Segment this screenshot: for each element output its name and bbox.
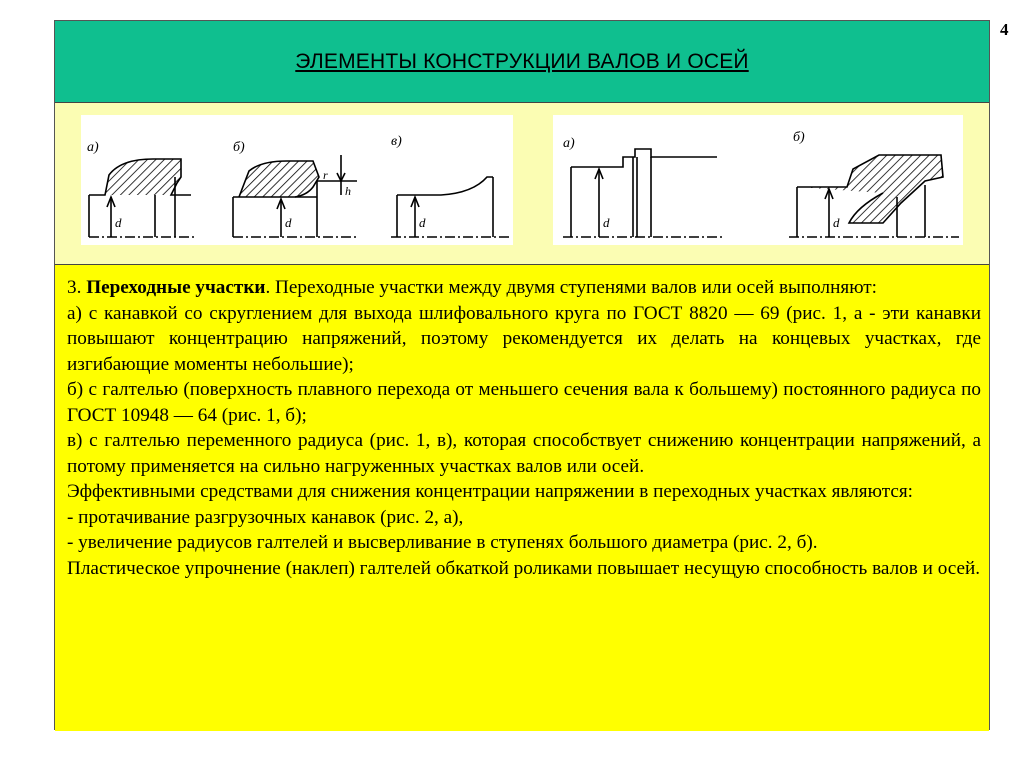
page-title: ЭЛЕМЕНТЫ КОНСТРУКЦИИ ВАЛОВ И ОСЕЙ bbox=[295, 49, 749, 73]
fig1b-dim-r: r bbox=[323, 168, 328, 182]
text-block bbox=[67, 275, 981, 581]
intro-text: . Переходные участки между двумя ступенями валов или осей выполняют: bbox=[265, 277, 877, 298]
fig2-label-b: б) bbox=[793, 130, 805, 145]
slide bbox=[54, 20, 990, 730]
intro-heading: Переходные участки bbox=[86, 277, 266, 298]
figure-1-drawing bbox=[81, 115, 513, 245]
effective-paragraph: Эффективными средствами для снижения концентрации напряжении в переходных участках являются: bbox=[67, 481, 913, 502]
page-number: 4 bbox=[1000, 20, 1009, 39]
fig1v-variable-fillet bbox=[397, 177, 493, 195]
text-band bbox=[55, 265, 989, 731]
figure-band bbox=[55, 103, 989, 265]
intro-paragraph bbox=[67, 275, 981, 301]
fig1-label-a: а) bbox=[87, 140, 99, 155]
intro-number: 3. bbox=[67, 277, 87, 298]
fig1b-dim-h: h bbox=[345, 184, 351, 198]
bullet-1: - протачивание разгрузочных канавок (рис. 2, а), bbox=[67, 506, 464, 528]
bullet-2: - увеличение радиусов галтелей и высверливание в ступенях большого диаметра (рис. 2, б). bbox=[67, 532, 818, 553]
fig2a-dim-d: d bbox=[603, 215, 610, 230]
fig1-label-v: в) bbox=[391, 134, 402, 149]
fig2b-drilled-section bbox=[797, 155, 943, 223]
fig1b-fillet-section bbox=[239, 161, 319, 197]
fig2b-dim-d: d bbox=[833, 215, 840, 230]
fig2a-outline bbox=[571, 149, 717, 167]
fig1b-dim-d: d bbox=[285, 215, 292, 230]
figure-2-drawing bbox=[553, 115, 963, 245]
fig1v-dim-d: d bbox=[419, 215, 426, 230]
item-a-paragraph: а) с канавкой со скруглением для выхода шлифовального круга по ГОСТ 8820 — 69 (рис. 1, а - эти канавки повышают концентрацию напряжений, поэтому рекомендуется их делать на концевых участках, где изгибающие моменты небольшие); bbox=[67, 302, 981, 375]
fig2-label-a: а) bbox=[563, 136, 575, 151]
plastic-paragraph: Пластическое упрочнение (наклеп) галтелей обкаткой роликами повышает несущую способность валов и осей. bbox=[67, 557, 981, 579]
figure-1 bbox=[81, 115, 513, 245]
fig1a-dim-d: d bbox=[115, 215, 122, 230]
fig1-label-b: б) bbox=[233, 140, 245, 155]
item-v-paragraph: в) с галтелью переменного радиуса (рис. 1, в), которая способствует снижению концентрации напряжений, а потому применяется на сильно нагруженных участках валов или осей. bbox=[67, 430, 981, 477]
item-b-paragraph: б) с галтелью (поверхность плавного перехода от меньшего сечения вала к большему) постоянного радиуса по ГОСТ 10948 — 64 (рис. 1, б); bbox=[67, 379, 981, 426]
title-band bbox=[55, 21, 989, 103]
figure-2 bbox=[553, 115, 963, 245]
